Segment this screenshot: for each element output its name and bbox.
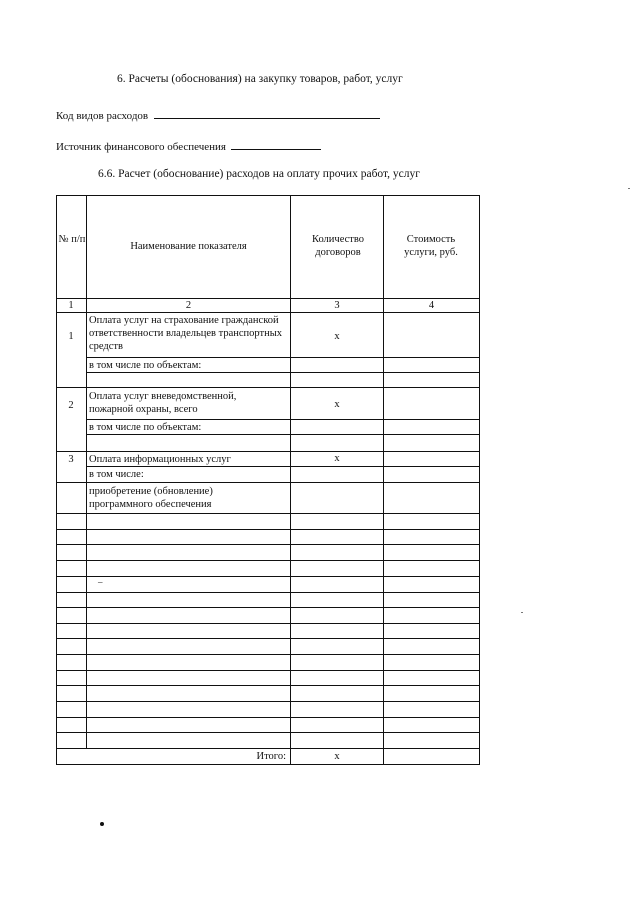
row-rule: [56, 312, 480, 313]
row-1-name: Оплата услуг на страхование гражданской ответственности владельцев транспортных средств: [89, 315, 283, 352]
row-rule: [56, 685, 480, 686]
row-rule: [56, 701, 480, 702]
table-border-top: [56, 195, 480, 196]
row-rule: [56, 638, 480, 639]
row-rule: [56, 592, 480, 593]
col-number-2: 2: [185, 300, 192, 311]
row-3-item-software: приобретение (обновление) программного обеспечения: [89, 486, 213, 510]
row-rule: [56, 717, 480, 718]
funding-source-label: Источник финансового обеспечения: [56, 141, 226, 153]
header-cost: Стоимость услуги, руб.: [404, 234, 458, 258]
row-1-num: 1: [68, 331, 74, 342]
row-2-sub-label: в том числе по объектам:: [89, 422, 202, 433]
row-1-count: x: [334, 331, 340, 342]
row-rule: [56, 544, 480, 545]
row-rule: [86, 466, 480, 467]
col-number-4: 4: [428, 300, 435, 311]
total-label: Итого:: [256, 751, 286, 762]
row-3-count: x: [334, 453, 340, 464]
funding-source-row: [56, 138, 321, 154]
table-border-bottom: [56, 764, 480, 765]
row-rule: [86, 357, 480, 358]
row-rule: [56, 529, 480, 530]
col-number-3: 3: [334, 300, 340, 311]
header-name: Наименование показателя: [130, 241, 247, 252]
row-2-num: 2: [68, 400, 74, 411]
row-rule: [86, 419, 480, 420]
row-2-name: Оплата услуг вневедомственной, пожарной охраны, всего: [89, 391, 237, 415]
expense-code-row: [56, 107, 380, 123]
row-rule: [56, 451, 480, 452]
dash-mark: –: [98, 577, 103, 587]
column-divider-2: [290, 195, 291, 765]
row-rule: [86, 434, 480, 435]
expense-code-label: Код видов расходов: [56, 110, 149, 122]
row-rule: [56, 732, 480, 733]
scan-speck: [628, 188, 630, 189]
row-rule: [56, 623, 480, 624]
table-border-right: [479, 195, 480, 765]
row-rule: [56, 607, 480, 608]
section-title: 6. Расчеты (обоснования) на закупку товаров, работ, услуг: [117, 73, 403, 85]
col-number-1: 1: [68, 300, 74, 311]
table-border-left: [56, 195, 57, 765]
row-rule: [56, 560, 480, 561]
row-rule: [56, 748, 480, 749]
row-rule: [56, 513, 480, 514]
header-num: № п/п: [58, 234, 86, 245]
scan-speck: [521, 612, 523, 613]
row-rule: [56, 654, 480, 655]
bullet-mark: [100, 822, 104, 826]
column-divider-1: [86, 195, 87, 748]
row-rule: [56, 670, 480, 671]
row-3-name: Оплата информационных услуг: [89, 454, 231, 465]
total-count: x: [334, 751, 340, 762]
row-2-count: x: [334, 399, 340, 410]
row-rule: [56, 482, 480, 483]
row-rule: [56, 387, 480, 388]
row-1-sub-label: в том числе по объектам:: [89, 360, 202, 371]
subsection-title: 6.6. Расчет (обоснование) расходов на оплату прочих работ, услуг: [98, 168, 420, 180]
header-count: Количество договоров: [311, 234, 365, 258]
row-3-sub-label: в том числе:: [89, 469, 144, 480]
expense-calculation-table: [56, 195, 480, 765]
expense-code-field[interactable]: [154, 107, 380, 119]
row-3-num: 3: [68, 454, 74, 465]
column-divider-3: [383, 195, 384, 765]
row-rule: [86, 372, 480, 373]
row-rule: [56, 576, 480, 577]
funding-source-field[interactable]: [231, 138, 321, 150]
